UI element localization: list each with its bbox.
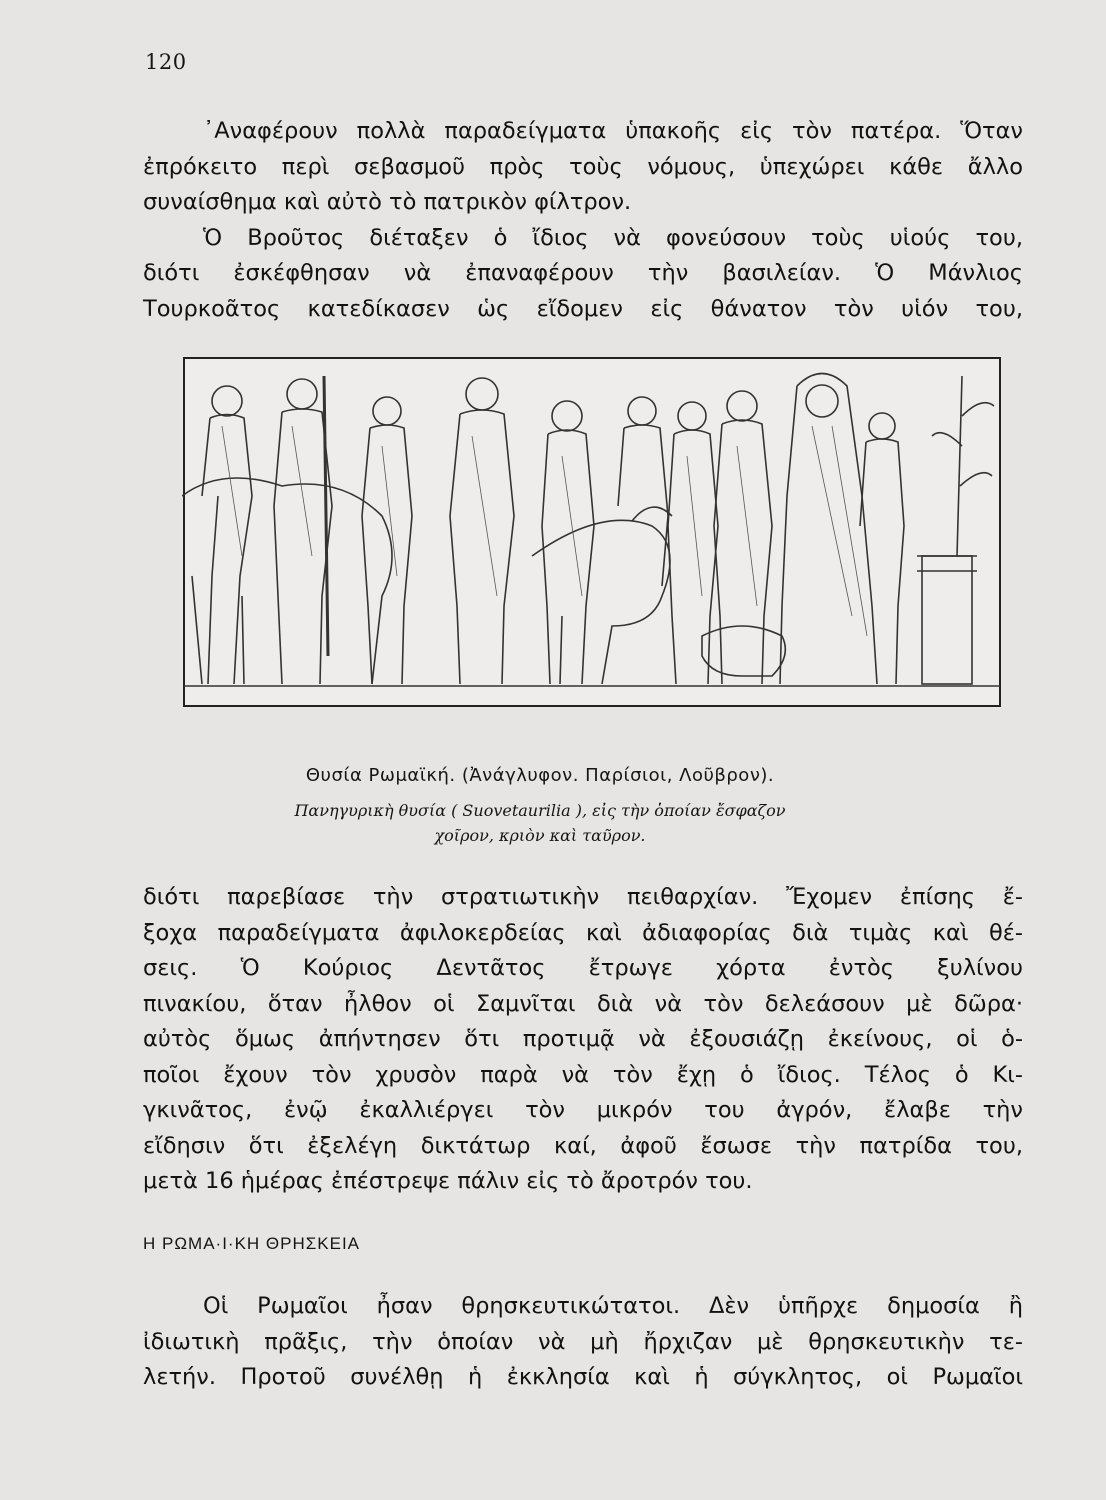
text-line: ᾿Αναφέρουν πολλὰ παραδείγματα ὑπακοῆς εἰς τὸν πατέρα. Ὅταν — [203, 118, 1023, 144]
text-line: γκινᾶτος, ἐνῷ ἐκαλλιέργει τὸν μικρόν του ἀγρόν, ἔλαβε τὴν — [143, 1097, 1023, 1123]
caption-line: χοῖρον, κριὸν καὶ ταῦρον. — [434, 826, 646, 845]
text-line: διότι ἐσκέφθησαν νὰ ἐπαναφέρουν τὴν βασιλείαν. Ὁ Μάνλιος — [143, 260, 1023, 286]
text-line: ἰδιωτικὴ πρᾶξις, τὴν ὁποίαν νὰ μὴ ἤρχιζαν μὲ θρησκευτικὴν τε- — [143, 1328, 1023, 1355]
page-number: 120 — [145, 50, 187, 74]
text-line: διότι παρεβίασε τὴν στρατιωτικὴν πειθαρχίαν. Ἔχομεν ἐπίσης ἔ- — [143, 884, 1023, 910]
text-line: λετήν. Προτοῦ συνέλθῃ ἡ ἐκκλησία καὶ ἡ σύγκλητος, οἱ Ρωμαῖοι — [143, 1364, 1023, 1390]
text-line: εἴδησιν ὅτι ἐξελέγη δικτάτωρ καί, ἀφοῦ ἔσωσε τὴν πατρίδα του, — [143, 1132, 1023, 1159]
figure-caption-description — [0, 798, 1080, 848]
text-line: Ὁ Βροῦτος διέταξεν ὁ ἴδιος νὰ φονεύσουν τοὺς υἱούς του, — [203, 224, 1023, 251]
text-line: ἐπρόκειτο περὶ σεβασμοῦ πρὸς τοὺς νόμους, ὑπεχώρει κάθε ἄλλο — [143, 153, 1023, 180]
text-line: ξοχα παραδείγματα ἀφιλοκερδείας καὶ ἀδιαφορίας διὰ τιμὰς καὶ θέ- — [143, 919, 1023, 946]
bottom-paragraph — [143, 1289, 1023, 1396]
text-line: συναίσθημα καὶ αὐτὸ τὸ πατρικὸν φίλτρον. — [143, 189, 632, 215]
caption-line: Πανηγυρικὴ θυσία ( Suovetaurilia ), εἰς τὴν ὁποίαν ἔσφαζον — [294, 801, 786, 820]
text-line: Οἱ Ρωμαῖοι ἦσαν θρησκευτικώτατοι. Δὲν ὑπῆρχε δημοσία ἢ — [203, 1293, 1023, 1319]
roman-sacrifice-relief-illustration — [182, 356, 1002, 708]
text-line: ποῖοι ἔχουν τὸν χρυσὸν παρὰ νὰ τὸν ἔχῃ ὁ ἴδιος. Τέλος ὁ Κι- — [143, 1061, 1023, 1088]
text-line: μετὰ 16 ἡμέρας ἐπέστρεψε πάλιν εἰς τὸ ἄροτρόν του. — [143, 1168, 753, 1194]
section-heading: Η ΡΩΜΑ·Ι·ΚΗ ΘΡΗΣΚΕΙΑ — [143, 1234, 361, 1253]
figure-caption-title: Θυσία Ρωμαϊκή. (Ἀνάγλυφον. Παρίσιοι, Λοῦβρον). — [305, 765, 775, 786]
top-paragraphs — [143, 114, 1023, 327]
text-line: Τουρκοᾶτος κατεδίκασεν ὡς εἴδομεν εἰς θάνατον τὸν υἱόν του, — [143, 295, 1023, 322]
middle-paragraph — [143, 880, 1023, 1200]
text-line: σεις. Ὁ Κούριος Δεντᾶτος ἔτρωγε χόρτα ἐντὸς ξυλίνου — [143, 955, 1023, 981]
text-line: αὐτὸς ὅμως ἀπήντησεν ὅτι προτιμᾷ νὰ ἐξουσιάζῃ ἐκείνους, οἱ ὁ- — [143, 1026, 1023, 1052]
text-line: πινακίου, ὅταν ἦλθον οἱ Σαμνῖται διὰ νὰ τὸν δελεάσουν μὲ δῶρα· — [143, 990, 1023, 1017]
